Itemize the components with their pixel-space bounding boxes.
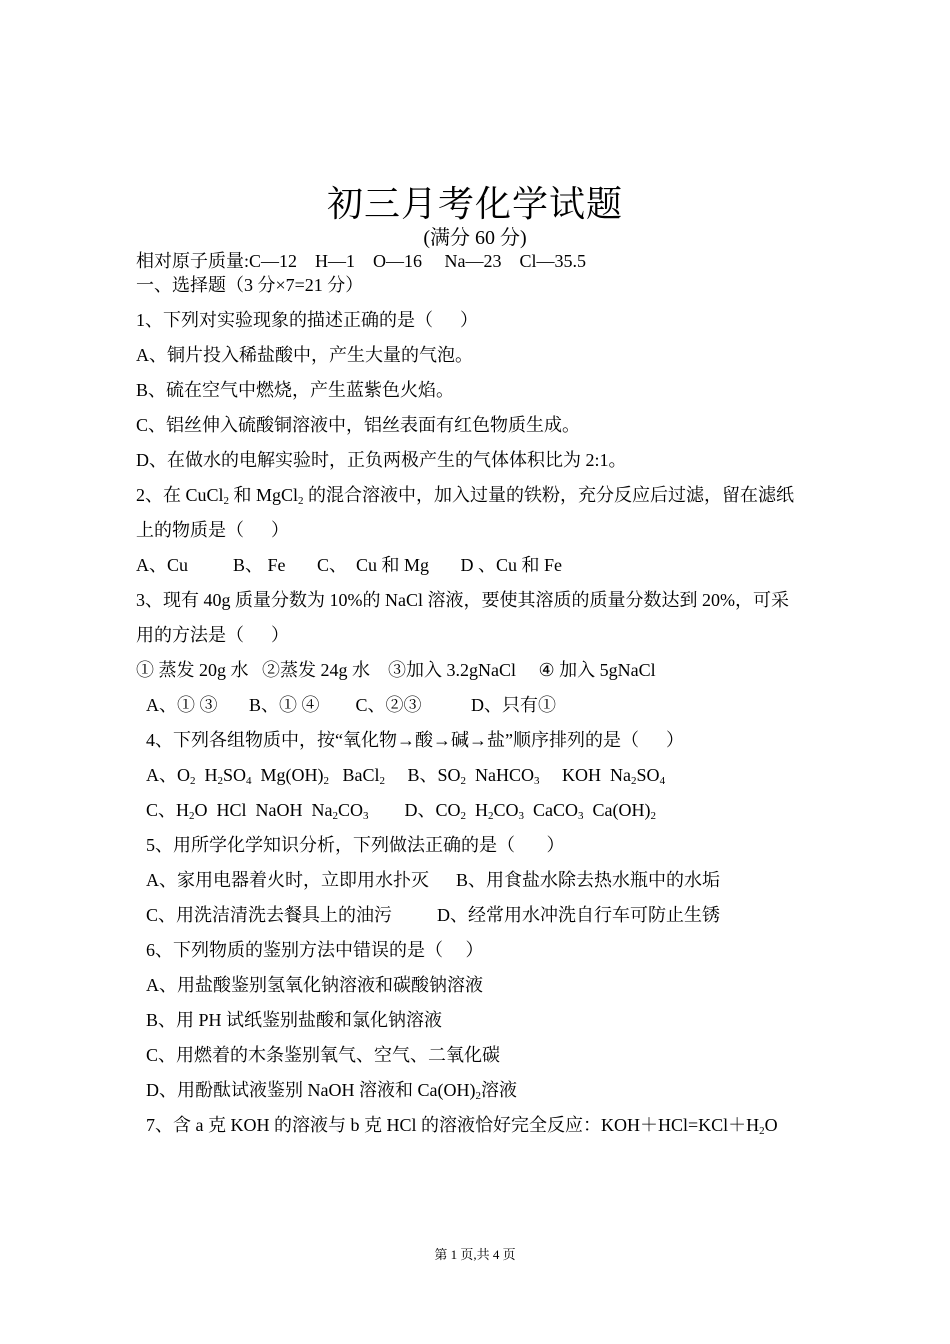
question-1-option-d: D、在做水的电解实验时，正负两极产生的气体体积比为 2:1。 <box>136 450 627 470</box>
question-1-option-a: A、铜片投入稀盐酸中，产生大量的气泡。 <box>136 345 473 365</box>
question-6-stem: 6、下列物质的鉴别方法中错误的是（ ） <box>146 940 484 960</box>
q6-d-sub: 2 <box>475 1090 481 1102</box>
question-2-options: A、Cu B、 Fe C、 Cu 和 Mg D 、Cu 和 Fe <box>136 555 563 575</box>
question-3-stem: 3、现有 40g 质量分数为 10%的 NaCl 溶液，要使其溶质的质量分数达到 20%，可采 <box>136 590 789 610</box>
question-1-option-c: C、铝丝伸入硫酸铜溶液中，铝丝表面有红色物质生成。 <box>136 415 581 435</box>
q2-sub-1: 2 <box>223 495 230 507</box>
question-4-options-ab: A、$O_2$ $H_2SO_4$ $Mg(OH)_2$ BaCl$_2$ B、$SO_2$ NaHCO$_3$ KOH $Na_2SO_4$ <box>146 765 666 787</box>
question-1-option-b: B、硫在空气中燃烧，产生蓝紫色火焰。 <box>136 380 455 400</box>
question-5-stem: 5、用所学化学知识分析，下列做法正确的是（ ） <box>146 835 565 855</box>
question-3-choices: ① 蒸发 20g 水 ②蒸发 24g 水 ③加入 3.2gNaCl ④ 加入 5gNaCl <box>136 660 656 680</box>
q6-d-text-1: D、用酚酞试液鉴别 NaOH 溶液和 Ca(OH) <box>146 1080 476 1100</box>
q2-text-3: 的混合溶液中，加入过量的铁粉，充分反应后过滤，留在滤纸 <box>303 485 795 505</box>
section-heading: 一、选择题（3 分×7=21 分） <box>136 275 364 295</box>
question-3-stem-line-2: 用的方法是（ ） <box>136 625 289 645</box>
question-6-option-c: C、用燃着的木条鉴别氧气、空气、二氧化碳 <box>146 1045 501 1065</box>
question-3-options: A、① ③ B、① ④ C、②③ D、只有① <box>146 695 557 715</box>
q2-text-1: 2、在 CuCl <box>136 485 224 505</box>
page-subtitle: (满分 60 分) <box>423 227 527 249</box>
q6-d-text-2: 溶液 <box>480 1080 517 1100</box>
question-2-stem-line-2: 上的物质是（ ） <box>136 520 289 540</box>
question-1-stem: 1、下列对实验现象的描述正确的是（ ） <box>136 310 478 330</box>
question-6-option-d <box>146 1078 517 1102</box>
question-4-stem: 4、下列各组物质中，按“氧化物→酸→碱→盐”顺序排列的是（ ） <box>146 730 684 750</box>
question-5-options-ab: A、家用电器着火时，立即用水扑灭 B、用食盐水除去热水瓶中的水垢 <box>146 870 721 890</box>
q2-sub-2: 2 <box>298 495 304 507</box>
q7-text-1: 7、含 a 克 KOH 的溶液与 b 克 HCl 的溶液恰好完全反应：KOH＋HCl=KCl＋H <box>146 1115 760 1135</box>
atomic-masses: 相对原子质量:C—12 H—1 O—16 Na—23 Cl—35.5 <box>136 251 586 271</box>
page-title: 初三月考化学试题 <box>326 184 623 224</box>
q2-text-2: 和 MgCl <box>229 485 299 505</box>
question-6-option-b: B、用 PH 试纸鉴别盐酸和氯化钠溶液 <box>146 1010 443 1030</box>
q7-sub: 2 <box>759 1125 765 1137</box>
q7-text-2: O <box>764 1115 778 1135</box>
question-6-option-a: A、用盐酸鉴别氢氧化钠溶液和碳酸钠溶液 <box>146 975 483 995</box>
page-footer: 第 1 页,共 4 页 <box>434 1247 516 1262</box>
question-5-options-cd: C、用洗洁清洗去餐具上的油污 D、经常用水冲洗自行车可防止生锈 <box>146 905 721 925</box>
question-4-options-cd: C、$H_2O$ HCl NaOH $Na_2CO_3$ D、$CO_2$ $H_2CO_3$ CaCO$_3$ $Ca(OH)_2$ <box>146 800 657 822</box>
question-7-stem <box>146 1113 778 1137</box>
question-2-stem <box>136 483 794 507</box>
